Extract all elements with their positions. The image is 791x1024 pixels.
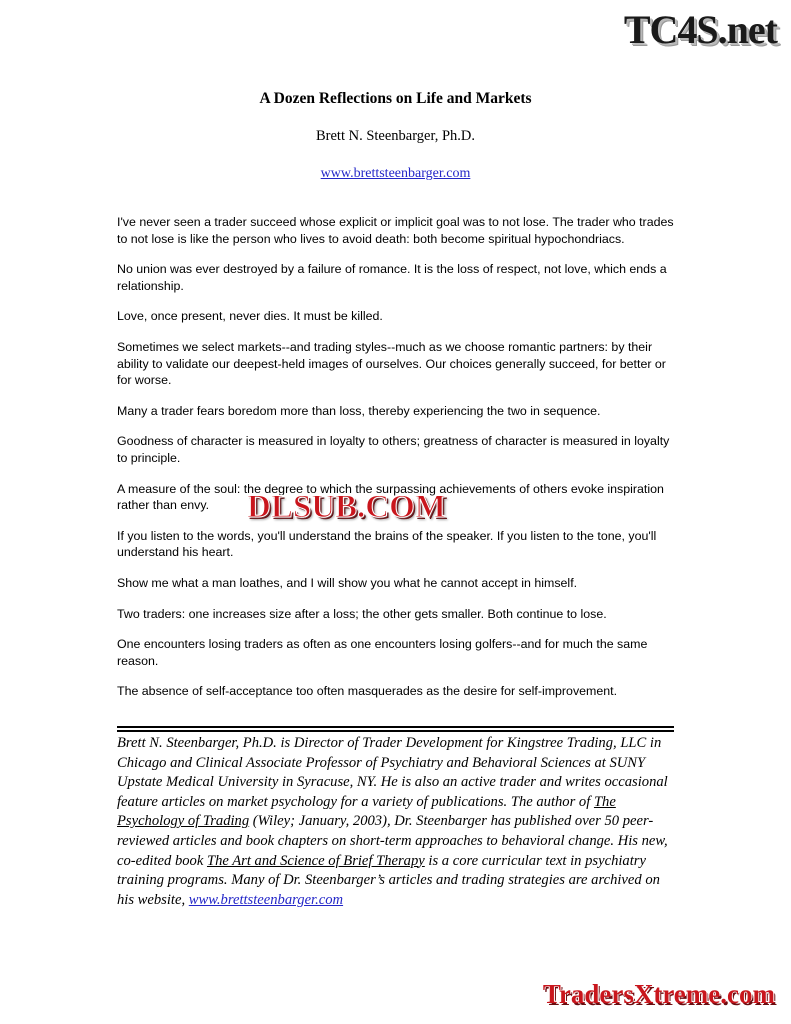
watermark-tc4s: TC4S.net [623, 7, 777, 52]
reflection-paragraph: Sometimes we select markets--and trading styles--much as we choose romantic partners: by their ability to validate our deepest-held images of ourselves. Our choices generally succeed, for better or for worse. [117, 339, 666, 388]
bio-book-title-1: The Psychology of Trading [117, 793, 616, 830]
divider-rule-top [117, 726, 674, 728]
bio-text-part-1: Brett N. Steenbarger, Ph.D. is Director of Trader Development for Kingstree Trading, LLC in Chicago and Clinical Associate Professor of Psychiatry and Behavioral Sciences at SUNY Upstate Medical University in Syracuse, NY. He is also an active trader and writes occasional feature articles on market psychology for a variety of publications. The author of [117, 735, 668, 810]
reflection-paragraph: Goodness of character is measured in loyalty to others; greatness of character is measured in loyalty to principle. [117, 434, 670, 465]
author-website-link[interactable]: www.brettsteenbarger.com [320, 166, 471, 181]
page-title: A Dozen Reflections on Life and Markets [259, 90, 532, 107]
bio-text-part-2: (Wiley; January, 2003), Dr. Steenbarger has published over 50 peer-reviewed articles and book chapters on short-term approaches to behavioral change. His new, co-edited book [117, 813, 668, 869]
reflection-paragraph: No union was ever destroyed by a failure of romance. It is the loss of respect, not love, which ends a relationship. [117, 262, 667, 293]
author-name: Brett N. Steenbarger, Ph.D. [315, 128, 476, 144]
reflection-paragraph: One encounters losing traders as often as one encounters losing golfers--and for much the same reason. [117, 637, 648, 668]
reflection-paragraph: A measure of the soul: the degree to which the surpassing achievements of others evoke inspiration rather than envy. [117, 481, 664, 513]
author-bio [117, 734, 674, 910]
header-link-container [0, 164, 791, 182]
reflection-paragraph: Love, once present, never dies. It must be killed. [117, 309, 383, 324]
reflections-list [117, 214, 674, 714]
bio-website-link[interactable]: www.brettsteenbarger.com [188, 891, 344, 908]
reflection-paragraph: Show me what a man loathes, and I will show you what he cannot accept in himself. [117, 575, 578, 590]
reflection-paragraph: The absence of self-acceptance too often masquerades as the desire for self-improvement. [117, 684, 618, 699]
reflection-paragraph: I've never seen a trader succeed whose explicit or implicit goal was to not lose. The trader who trades to not lose is like the person who lives to avoid death: both become spiritual hypochondriacs. [117, 215, 674, 246]
reflection-paragraph: Two traders: one increases size after a loss; the other gets smaller. Both continue to lose. [117, 606, 607, 621]
reflection-paragraph: Many a trader fears boredom more than loss, thereby experiencing the two in sequence. [117, 403, 601, 418]
bio-book-title-2: The Art and Science of Brief Therapy [206, 852, 425, 869]
watermark-dlsub: DLSUB.COM [247, 489, 446, 525]
divider-rule-bottom [117, 730, 674, 732]
watermark-tradersxtreme: TradersXtreme.com [542, 979, 775, 1009]
reflection-paragraph: If you listen to the words, you'll understand the brains of the speaker. If you listen to the tone, you'll understand his heart. [117, 528, 657, 560]
bio-text-part-3: is a core curricular text in psychiatry training programs. Many of Dr. Steenbarger’s articles and trading strategies are archived on his website, [117, 852, 660, 908]
